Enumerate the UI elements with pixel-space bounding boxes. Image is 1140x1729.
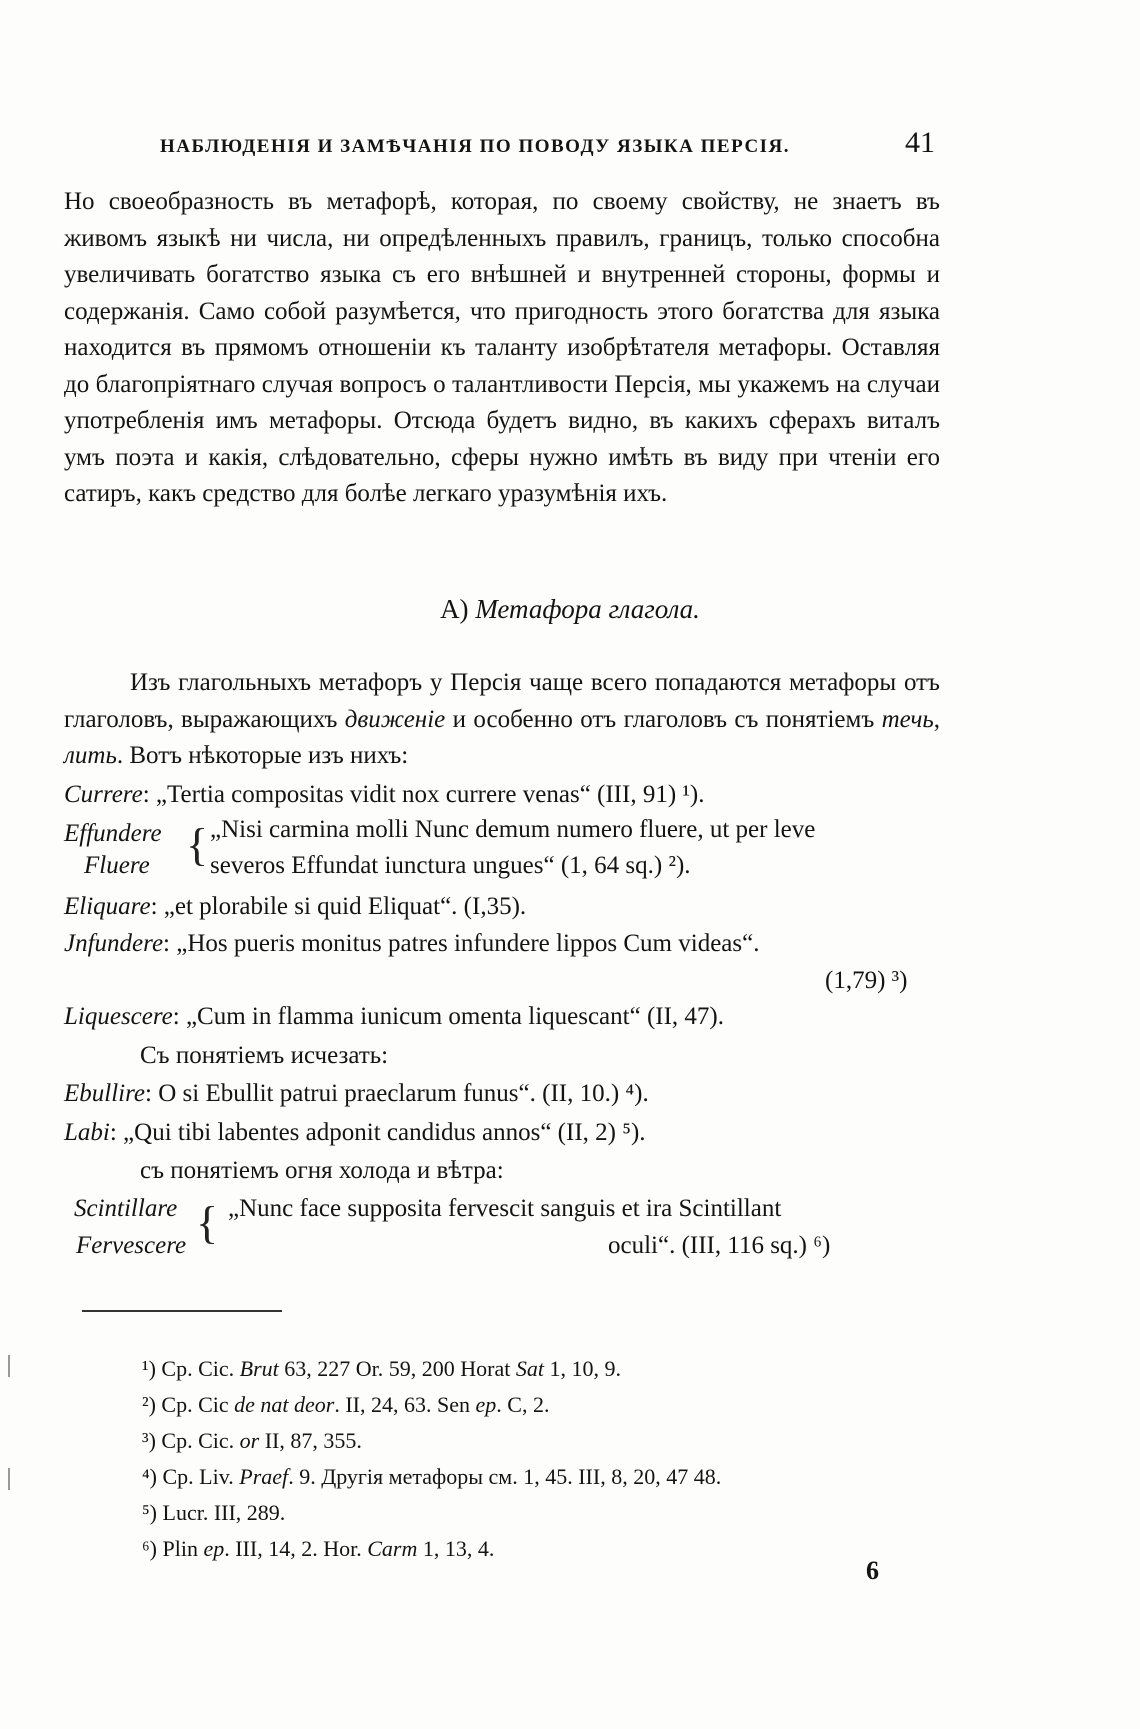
example-term: Currere [64,781,143,808]
paragraph-2 [64,665,940,775]
footnote-italic: ep [475,1392,497,1417]
footnote-text: 1, 13, 4. [417,1536,495,1561]
paragraph-2-part2: и особенно отъ глаголовъ съ понятіемъ [445,705,882,733]
signature-mark: 6 [866,1556,879,1585]
example-scintillare-term [74,1195,177,1223]
subheading-fire: съ понятіемъ огня холода и вѣтра: [140,1157,504,1184]
brace-glyph: { [196,1197,219,1248]
footnote-text: Cp. Liv. [157,1464,240,1489]
paragraph-1-text: Но своеобразность въ метафорѣ, которая, по своему свойству, не знаетъ въ живомъ языкѣ ни числа, ни опредѣленныхъ правилъ, границъ, только способна увеличивать богатство языка съ его внѣшней и внутренней стороны, формы и содержанія. Само собой разумѣется, что пригодность этого богатства для языка находится въ прямомъ отношеніи къ таланту изобрѣтателя метафоры. Оставляя до благопріятнаго случая вопросъ о талантливости Персія, мы укажемъ на случаи употребленія имъ метафоры. Отсюда будетъ видно, въ какихъ сферахъ виталъ умъ поэта и какія, слѣдовательно, сферы нужно имѣть въ виду при чтеніи его сатиръ, какъ средство для болѣе легкаго уразумѣнія ихъ. [64,188,940,507]
paragraph-2-part1: Изъ глагольныхъ метафоръ у Персія чаще всего попадаются метафоры отъ глаголовъ, выражающихъ [64,669,940,733]
example-infundere [64,930,944,958]
example-text: : „Qui tibi labentes adponit candidus annos“ (II, 2) ⁵). [109,1119,646,1146]
example-effundere-term [64,820,162,848]
brace-glyph: { [186,819,209,870]
footnote-3 [142,1428,362,1454]
example-term: Ebullire [64,1080,146,1107]
footnote-rule [82,1310,282,1312]
paragraph-2-em1: движеніе [344,705,446,733]
footnote-mark: ¹) [142,1356,156,1381]
example-ebullire [64,1080,944,1108]
footnote-5 [142,1500,285,1526]
example-effundere-line2: severos Effundat iunctura ungues“ (1, 64 sq.) ²). [210,852,691,879]
paragraph-2-text [64,665,940,775]
footnote-1 [142,1356,621,1382]
footnote-text: . II, 24, 63. Sen [334,1392,476,1417]
section-heading [0,594,1140,625]
example-text: : O si Ebullit patrui praeclarum funus“. (II, 10.) ⁴). [145,1080,649,1107]
footnote-italic: Sat [515,1356,544,1381]
footnote-text: 1, 10, 9. [544,1356,621,1381]
footnote-2 [142,1392,549,1418]
example-labi [64,1119,944,1147]
footnote-text: Plin [157,1536,204,1561]
footnote-mark: ³) [142,1428,156,1453]
paragraph-2-part3: . Вотъ нѣкоторые изъ нихъ: [116,742,409,769]
footnote-mark: ²) [142,1392,156,1417]
example-term: Scintillare [74,1195,178,1222]
footnote-text: II, 87, 355. [259,1428,362,1453]
footnote-italic: ep [203,1536,225,1561]
example-text: : „et plorabile si quid Eliquat“. (I,35). [150,893,527,920]
footnote-italic: Brut [239,1356,279,1381]
footnote-text: Lucr. III, 289. [157,1500,286,1525]
footnote-mark: ⁶) [142,1536,157,1561]
example-text: : „Tertia compositas vidit nox currere venas“ (III, 91) ¹). [142,781,705,808]
footnote-mark: ⁵) [142,1500,157,1525]
footnote-text: Cp. Cic. [155,1356,240,1381]
page-number: 41 [905,126,935,159]
example-fluere-term [84,852,150,880]
subheading-vanish: Съ понятіемъ исчезать: [140,1042,389,1069]
footnote-italic: Carm [367,1536,418,1561]
paragraph-2-sep: , [933,705,940,733]
example-scintillare-line2: oculi“. (III, 116 sq.) ⁶) [608,1232,831,1259]
section-label: A) [440,594,469,624]
running-head: НАБЛЮДЕНІЯ И ЗАМѢЧАНІЯ ПО ПОВОДУ ЯЗЫКА ПЕРСІЯ. [160,136,791,157]
example-term: Labi [64,1119,110,1146]
paragraph-2-em3: лить [64,742,117,769]
footnote-italic: Praef [239,1464,289,1489]
paragraph-2-em2: течь [881,705,934,733]
scan-edge-mark [8,1468,10,1490]
example-eliquare [64,893,944,921]
scan-edge-mark [8,1355,10,1377]
footnote-text: 63, 227 Or. 59, 200 Horat [278,1356,516,1381]
example-infundere-ref: (1,79) ³) [825,967,908,994]
footnote-italic: or [239,1428,260,1453]
footnote-text: Cp. Cic [155,1392,235,1417]
example-text: : „Cum in flamma iunicum omenta liquescant“ (II, 47). [172,1003,724,1030]
example-term: Effundere [64,820,162,847]
footnote-text: . 9. Другія метафоры см. 1, 45. III, 8, 20, 47 48. [288,1464,722,1489]
footnote-text: . III, 14, 2. Hor. [224,1536,368,1561]
example-currere [64,781,944,809]
footnote-text: . C, 2. [496,1392,550,1417]
example-term: Liquescere [64,1003,173,1030]
example-liquescere [64,1003,944,1031]
paragraph-1 [64,184,940,513]
page-header [160,126,945,160]
footnote-italic: de nat deor [234,1392,335,1417]
footnote-6 [142,1536,494,1562]
example-term: Fervescere [76,1232,187,1259]
example-effundere-line1: „Nisi carmina molli Nunc demum numero fluere, ut per leve [210,816,816,843]
example-term: Eliquare [64,893,151,920]
example-term: Fluere [84,852,150,879]
footnote-text: Cp. Cic. [155,1428,240,1453]
example-term: Jnfundere [64,930,164,957]
section-title: Метафора глагола. [475,594,700,624]
example-text: : „Hos pueris monitus patres infundere lippos Cum videas“. [163,930,760,957]
footnote-4 [142,1464,721,1490]
example-scintillare-line1: „Nunc face supposita fervescit sanguis et ira Scintillant [228,1195,782,1222]
footnote-mark: ⁴) [142,1464,157,1489]
example-fervescere-term [76,1232,186,1260]
